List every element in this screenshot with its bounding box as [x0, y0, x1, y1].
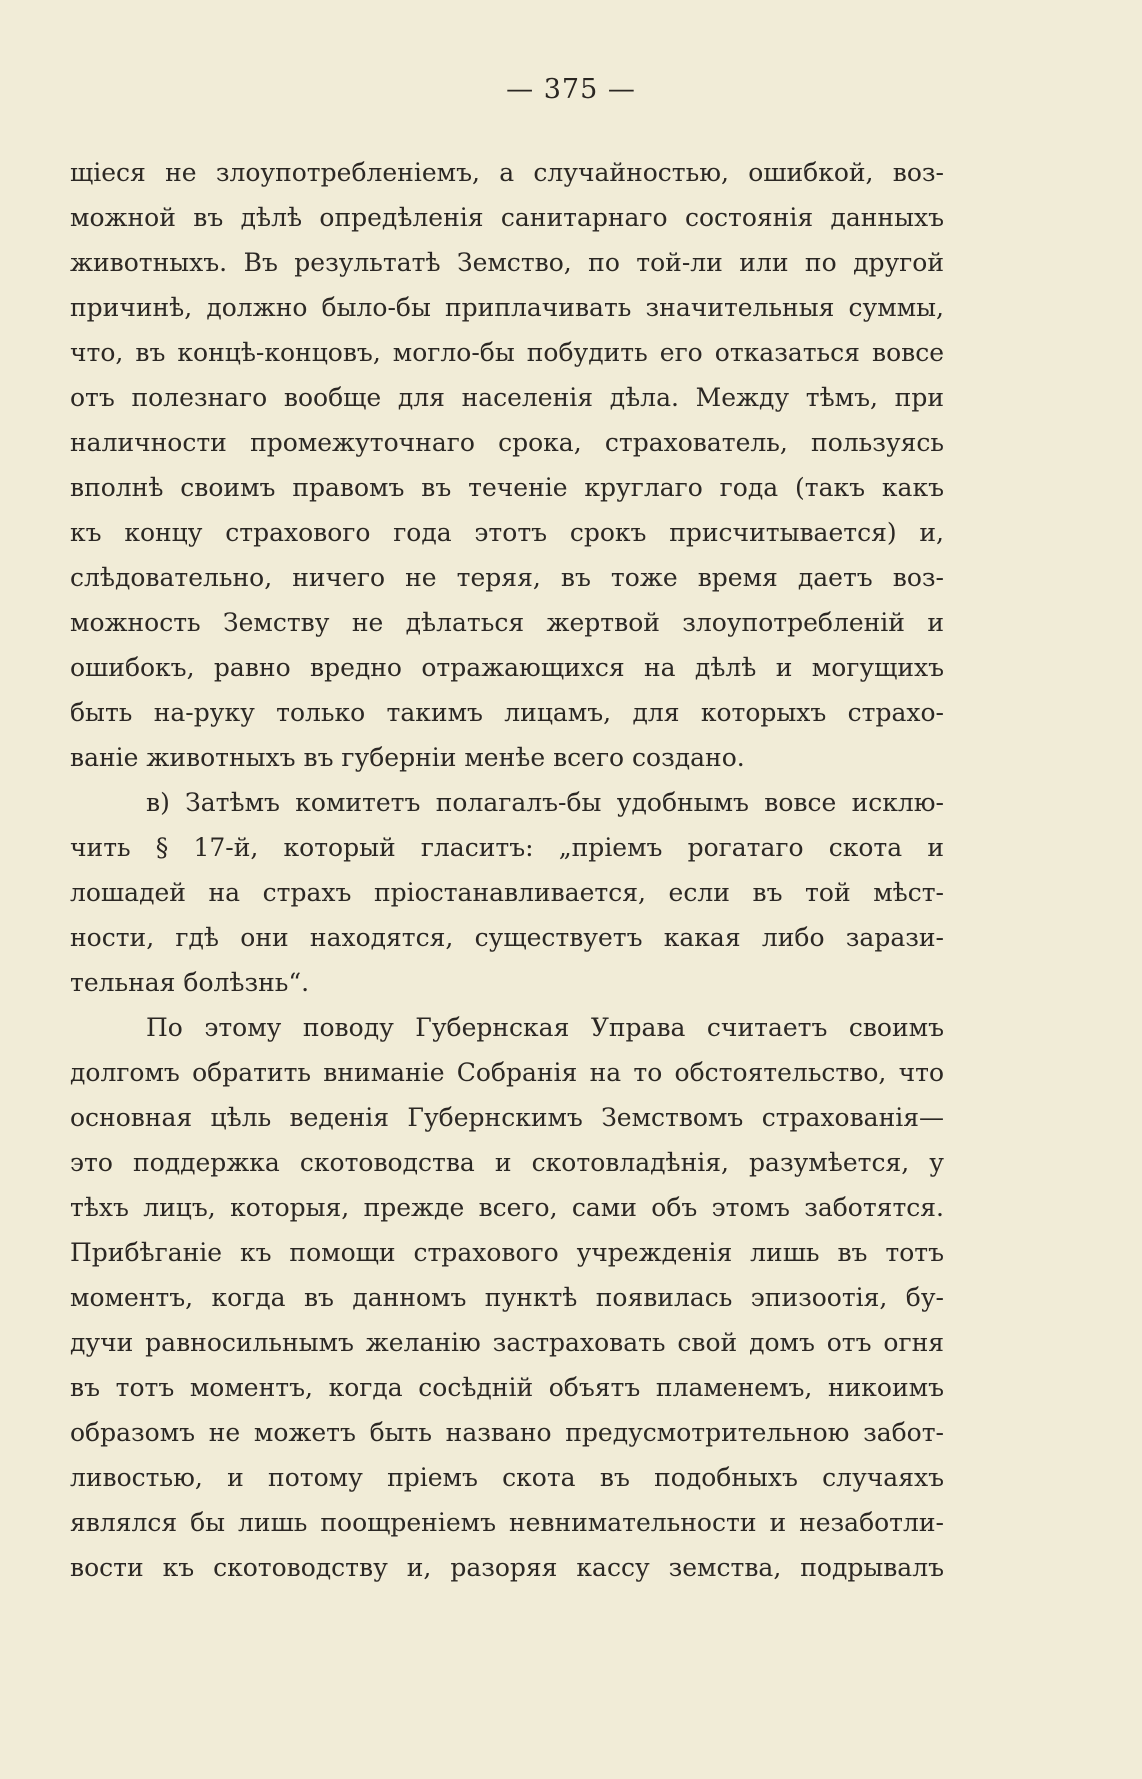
- text-line: ошибокъ, равно вредно отражающихся на дѣлѣ и могущихъ: [70, 653, 944, 682]
- text-line: можность Земству не дѣлаться жертвой злоупотребленій и: [70, 608, 944, 637]
- text-line: По этому поводу Губернская Управа считаетъ своимъ: [146, 1013, 944, 1042]
- text-line: ности, гдѣ они находятся, существуетъ какая либо зарази-: [70, 923, 944, 952]
- text-line: тѣхъ лицъ, которыя, прежде всего, сами объ этомъ заботятся.: [70, 1193, 944, 1222]
- text-line: в) Затѣмъ комитетъ полагалъ-бы удобнымъ вовсе исклю-: [146, 788, 944, 817]
- text-line: моментъ, когда въ данномъ пунктѣ появилась эпизоотія, бу-: [70, 1283, 944, 1312]
- text-line: что, въ концѣ-концовъ, могло-бы побудить его отказаться вовсе: [70, 338, 944, 367]
- text-line: Прибѣганіе къ помощи страхового учрежденія лишь въ тотъ: [70, 1238, 944, 1267]
- text-line: къ концу страхового года этотъ срокъ присчитывается) и,: [70, 518, 944, 547]
- text-line: наличности промежуточнаго срока, страхователь, пользуясь: [70, 428, 944, 457]
- text-line: вости къ скотоводству и, разоряя кассу земства, подрывалъ: [70, 1553, 944, 1582]
- text-line: можной въ дѣлѣ опредѣленія санитарнаго состоянія данныхъ: [70, 203, 944, 232]
- text-line: щіеся не злоупотребленіемъ, а случайностью, ошибкой, воз-: [70, 158, 944, 187]
- text-line: лошадей на страхъ пріостанавливается, если въ той мѣст-: [70, 878, 944, 907]
- text-line: вполнѣ своимъ правомъ въ теченіе круглаго года (такъ какъ: [70, 473, 944, 502]
- text-line: животныхъ. Въ результатѣ Земство, по той-ли или по другой: [70, 248, 944, 277]
- text-line: долгомъ обратить вниманіе Собранія на то обстоятельство, что: [70, 1058, 944, 1087]
- text-line: основная цѣль веденія Губернскимъ Земствомъ страхованія—: [70, 1103, 944, 1132]
- text-line: это поддержка скотоводства и скотовладѣнія, разумѣется, у: [70, 1148, 944, 1177]
- text-line: ливостью, и потому пріемъ скота въ подобныхъ случаяхъ: [70, 1463, 944, 1492]
- text-line: въ тотъ моментъ, когда сосѣдній объятъ пламенемъ, никоимъ: [70, 1373, 944, 1402]
- text-line: образомъ не можетъ быть названо предусмотрительною забот-: [70, 1418, 944, 1447]
- text-line: отъ полезнаго вообще для населенія дѣла. Между тѣмъ, при: [70, 383, 944, 412]
- text-line: чить § 17-й, который гласитъ: „пріемъ рогатаго скота и: [70, 833, 944, 862]
- text-line: ваніе животныхъ въ губерніи менѣе всего создано.: [70, 743, 745, 772]
- text-line: быть на-руку только такимъ лицамъ, для которыхъ страхо-: [70, 698, 944, 727]
- text-line: являлся бы лишь поощреніемъ невнимательности и незаботли-: [70, 1508, 944, 1537]
- page-number: — 375 —: [506, 74, 636, 105]
- text-line: тельная болѣзнь“.: [70, 968, 310, 997]
- text-line: причинѣ, должно было-бы приплачивать значительныя суммы,: [70, 293, 944, 322]
- text-line: слѣдовательно, ничего не теряя, въ тоже время даетъ воз-: [70, 563, 944, 592]
- text-line: дучи равносильнымъ желанію застраховать свой домъ отъ огня: [70, 1328, 944, 1357]
- body-text: [70, 150, 944, 1590]
